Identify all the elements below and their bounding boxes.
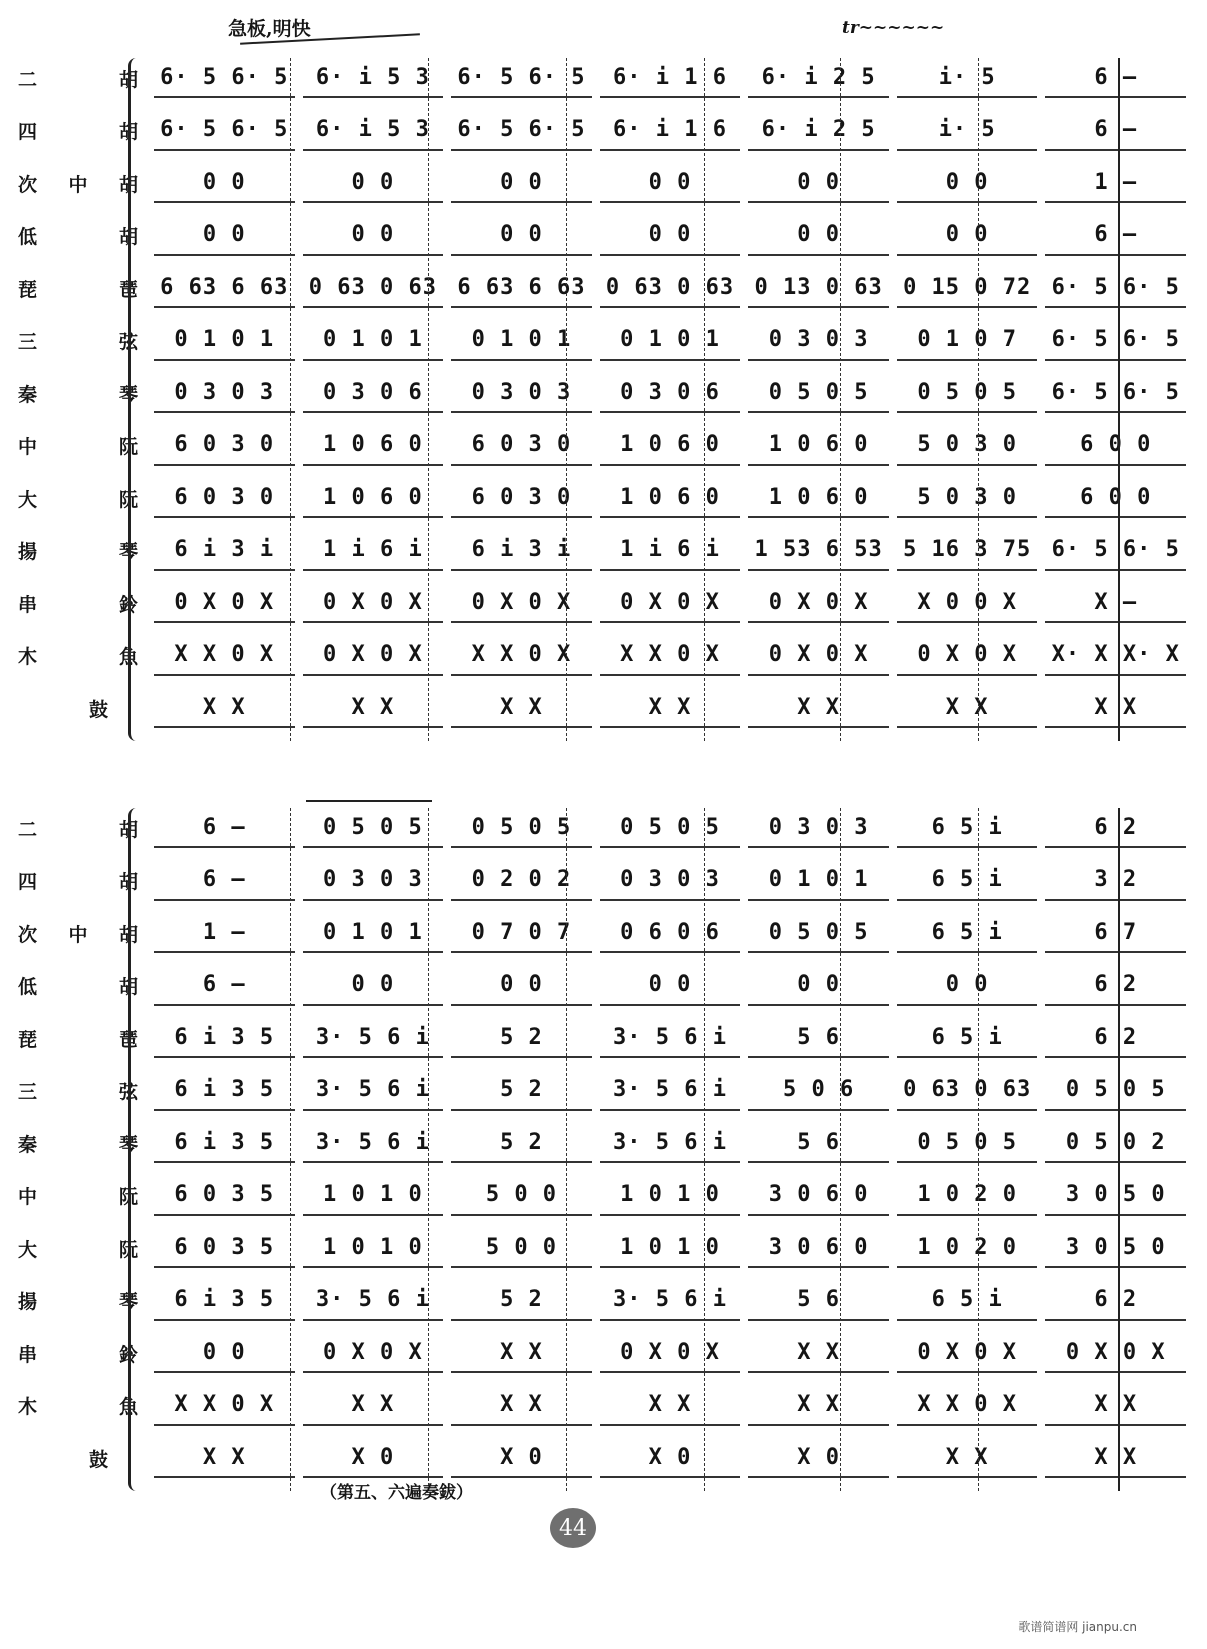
measure: 0 5 0 5 (748, 373, 889, 413)
instrument-row (0, 1123, 1207, 1163)
measure: 0 X 0 X (303, 583, 444, 623)
barline (566, 58, 567, 741)
measure: 0 1 0 1 (303, 913, 444, 953)
measure: X X (897, 688, 1038, 728)
instrument-row (0, 861, 1207, 901)
measure: 6· i 5 3 (303, 58, 444, 98)
measure: 0 1 0 1 (303, 321, 444, 361)
measure: 0 0 (303, 163, 444, 203)
measure: 0 63 0 63 (303, 268, 444, 308)
measure: 1 0 6 0 (748, 478, 889, 518)
measure: 0 15 0 72 (897, 268, 1038, 308)
crescendo-hairpin-2 (306, 800, 432, 802)
measure: 0 3 0 3 (154, 373, 295, 413)
measure: 0 5 0 5 (897, 373, 1038, 413)
instrument-row (0, 268, 1207, 308)
measure: 0 X 0 X (748, 583, 889, 623)
instrument-name: 中 阮 (18, 1186, 138, 1208)
measure: 1 0 6 0 (600, 478, 741, 518)
measure: 3 0 6 0 (748, 1228, 889, 1268)
measure: 0 0 (748, 163, 889, 203)
barline (290, 58, 291, 741)
instrument-row (0, 636, 1207, 676)
instrument-name: 琵 琶 (18, 278, 138, 301)
measure: 6 7 (1045, 913, 1186, 953)
measure: 6 2 (1045, 1018, 1186, 1058)
measure: 6· i 2 5 (748, 58, 889, 98)
barline (704, 808, 705, 1491)
instrument-row (0, 688, 1207, 728)
measure: 6 – (154, 861, 295, 901)
measure: 1 0 6 0 (303, 478, 444, 518)
measure: 5 0 6 (748, 1071, 889, 1111)
measure: 1 0 1 0 (600, 1176, 741, 1216)
measure: 0 0 (897, 966, 1038, 1006)
performance-note: （第五、六遍奏鈸） (320, 1483, 473, 1503)
measure: X 0 (303, 1438, 444, 1478)
measure: 1 – (154, 913, 295, 953)
measure: 6· 5 6· 5 (1045, 321, 1186, 361)
measure: 3· 5 6 i (303, 1071, 444, 1111)
measure: 6· 5 6· 5 (1045, 531, 1186, 571)
measure: 5 0 3 0 (897, 426, 1038, 466)
measure: 0 63 0 63 (897, 1071, 1038, 1111)
barline (840, 58, 841, 741)
measure: X X 0 X (600, 636, 741, 676)
page-number: 44 (550, 1508, 596, 1548)
measure: X X (451, 1386, 592, 1426)
instrument-name: 次 中 胡 (18, 923, 138, 946)
measure: 0 0 (748, 216, 889, 256)
measure: 1 0 1 0 (303, 1228, 444, 1268)
measure: 6· i 1 6 (600, 111, 741, 151)
instrument-row (0, 808, 1207, 848)
measure: X X (748, 1386, 889, 1426)
instrument-row (0, 1438, 1207, 1478)
instrument-name: 低 胡 (18, 976, 138, 998)
measure: 6 5 i (897, 1281, 1038, 1321)
instrument-row (0, 163, 1207, 203)
measure: 0 X 0 X (600, 1333, 741, 1373)
instrument-row (0, 1018, 1207, 1058)
measure: 6 i 3 i (451, 531, 592, 571)
measure: X X (451, 688, 592, 728)
measure: i· 5 (897, 58, 1038, 98)
measure: 0 2 0 2 (451, 861, 592, 901)
measure: X X (600, 1386, 741, 1426)
measure: 6 5 i (897, 1018, 1038, 1058)
measure: 1 0 6 0 (748, 426, 889, 466)
measure: 0 3 0 3 (600, 861, 741, 901)
measure: 6 63 6 63 (154, 268, 295, 308)
measure: 6 5 i (897, 913, 1038, 953)
measure: 6 5 i (897, 808, 1038, 848)
measure: 1 0 1 0 (303, 1176, 444, 1216)
measure: 6 2 (1045, 1281, 1186, 1321)
measure: 0 X 0 X (748, 636, 889, 676)
measure: 5 6 (748, 1123, 889, 1163)
measure: 6 – (1045, 216, 1186, 256)
measure: 6 – (154, 966, 295, 1006)
measure: 3· 5 6 i (600, 1071, 741, 1111)
measure: X X (303, 688, 444, 728)
measure: 0 X 0 X (303, 636, 444, 676)
measure: 6· 5 6· 5 (1045, 373, 1186, 413)
measure: 0 0 (303, 966, 444, 1006)
measure: 0 5 0 5 (303, 808, 444, 848)
barline (566, 808, 567, 1491)
instrument-name: 琵 琶 (18, 1028, 138, 1051)
measure: 0 3 0 3 (748, 808, 889, 848)
measure: 0 1 0 1 (600, 321, 741, 361)
measure: 0 5 0 2 (1045, 1123, 1186, 1163)
measure: 0 X 0 X (451, 583, 592, 623)
measure: 6· 5 6· 5 (451, 58, 592, 98)
measure: X X (1045, 1438, 1186, 1478)
measure: 6 i 3 5 (154, 1281, 295, 1321)
measure: X X 0 X (154, 1386, 295, 1426)
measure: 3 0 5 0 (1045, 1176, 1186, 1216)
measure: 5 0 3 0 (897, 478, 1038, 518)
measure: 6 0 3 0 (451, 478, 592, 518)
measure: 6 – (154, 808, 295, 848)
measure: 6 0 0 (1045, 426, 1186, 466)
instrument-row (0, 321, 1207, 361)
instrument-row (0, 216, 1207, 256)
measure: X X (303, 1386, 444, 1426)
measure: 1 0 6 0 (303, 426, 444, 466)
measure: 5 2 (451, 1281, 592, 1321)
instrument-row (0, 1281, 1207, 1321)
barline (840, 808, 841, 1491)
measure: 1 0 1 0 (600, 1228, 741, 1268)
instrument-name: 秦 琴 (18, 383, 138, 406)
measure: 3 0 6 0 (748, 1176, 889, 1216)
measure: 5 2 (451, 1071, 592, 1111)
instrument-row (0, 426, 1207, 466)
measure: 0 3 0 6 (600, 373, 741, 413)
measure: 0 0 (600, 966, 741, 1006)
measure: 0 0 (451, 216, 592, 256)
measure: X X (600, 688, 741, 728)
measure: 0 0 (154, 163, 295, 203)
measure: 5 0 0 (451, 1228, 592, 1268)
measure: 6 2 (1045, 808, 1186, 848)
measure: 6 2 (1045, 966, 1186, 1006)
measure: 5 2 (451, 1123, 592, 1163)
measure: 0 0 (600, 216, 741, 256)
measure: 3 2 (1045, 861, 1186, 901)
watermark: 歌谱简谱网 jianpu.cn (1018, 1620, 1137, 1634)
trill-marking: tr~~~~~~ (842, 18, 945, 38)
measure: 0 1 0 1 (154, 321, 295, 361)
measure: 0 0 (451, 966, 592, 1006)
measure: 6· 5 6· 5 (1045, 268, 1186, 308)
measure: 0 3 0 6 (303, 373, 444, 413)
measure: 6· 5 6· 5 (154, 111, 295, 151)
measure: X 0 (748, 1438, 889, 1478)
instrument-name: 中 阮 (18, 436, 138, 458)
instrument-name: 次 中 胡 (18, 173, 138, 196)
measure: 6· i 2 5 (748, 111, 889, 151)
measure: 0 0 (748, 966, 889, 1006)
barline (1118, 58, 1120, 741)
instrument-name: 鼓 (88, 1448, 108, 1471)
measure: 6 0 3 5 (154, 1176, 295, 1216)
measure: X 0 (600, 1438, 741, 1478)
instrument-name: 大 阮 (18, 488, 138, 511)
instrument-name: 四 胡 (18, 871, 138, 893)
measure: 0 1 0 7 (897, 321, 1038, 361)
measure: 5 16 3 75 (897, 531, 1038, 571)
instrument-name: 四 胡 (18, 121, 138, 143)
measure: 0 0 (451, 163, 592, 203)
measure: 0 3 0 3 (451, 373, 592, 413)
measure: 0 0 (154, 216, 295, 256)
instrument-row (0, 531, 1207, 571)
instrument-row (0, 1071, 1207, 1111)
instrument-name: 三 弦 (18, 331, 138, 353)
measure: 0 7 0 7 (451, 913, 592, 953)
measure: 0 0 (897, 163, 1038, 203)
measure: 6 0 0 (1045, 478, 1186, 518)
measure: 0 X 0 X (600, 583, 741, 623)
measure: X 0 0 X (897, 583, 1038, 623)
instrument-name: 串 鈴 (18, 1343, 138, 1366)
measure: X X 0 X (897, 1386, 1038, 1426)
instrument-row (0, 1333, 1207, 1373)
measure: 6 i 3 5 (154, 1018, 295, 1058)
instrument-name: 木 魚 (18, 646, 138, 668)
measure: 0 0 (154, 1333, 295, 1373)
instrument-name: 串 鈴 (18, 593, 138, 616)
measure: 0 0 (897, 216, 1038, 256)
system-brace (128, 808, 145, 1491)
measure: 0 5 0 5 (451, 808, 592, 848)
measure: X X (748, 1333, 889, 1373)
measure: 0 X 0 X (1045, 1333, 1186, 1373)
measure: 6 i 3 5 (154, 1071, 295, 1111)
instrument-name: 三 弦 (18, 1081, 138, 1103)
instrument-row (0, 478, 1207, 518)
measure: 0 5 0 5 (748, 913, 889, 953)
measure: 0 3 0 3 (748, 321, 889, 361)
barline (428, 808, 429, 1491)
measure: 0 X 0 X (897, 636, 1038, 676)
instrument-name: 二 胡 (18, 818, 138, 841)
measure: 1 0 2 0 (897, 1176, 1038, 1216)
instrument-name: 鼓 (88, 698, 108, 721)
measure: 0 3 0 3 (303, 861, 444, 901)
measure: X· X X· X (1045, 636, 1186, 676)
measure: X X (897, 1438, 1038, 1478)
measure: X X (154, 1438, 295, 1478)
measure: 5 6 (748, 1018, 889, 1058)
measure: 0 5 0 5 (600, 808, 741, 848)
measure: 0 X 0 X (897, 1333, 1038, 1373)
measure: 0 1 0 1 (748, 861, 889, 901)
measure: 6 – (1045, 111, 1186, 151)
measure: 6· i 1 6 (600, 58, 741, 98)
instrument-name: 木 魚 (18, 1396, 138, 1418)
measure: 0 63 0 63 (600, 268, 741, 308)
measure: 6 i 3 i (154, 531, 295, 571)
measure: 1 – (1045, 163, 1186, 203)
measure: X – (1045, 583, 1186, 623)
measure: 0 X 0 X (154, 583, 295, 623)
measure: 6 5 i (897, 861, 1038, 901)
measure: 0 5 0 5 (1045, 1071, 1186, 1111)
measure: 6 i 3 5 (154, 1123, 295, 1163)
instrument-row (0, 1386, 1207, 1426)
instrument-row (0, 1228, 1207, 1268)
instrument-name: 揚 琴 (18, 541, 138, 563)
measure: 1 53 6 53 (748, 531, 889, 571)
measure: X X (748, 688, 889, 728)
measure: 3· 5 6 i (303, 1281, 444, 1321)
measure: X X 0 X (154, 636, 295, 676)
measure: 5 6 (748, 1281, 889, 1321)
measure: 0 1 0 1 (451, 321, 592, 361)
instrument-name: 大 阮 (18, 1238, 138, 1261)
measure: 1 0 6 0 (600, 426, 741, 466)
barline (1118, 808, 1120, 1491)
instrument-row (0, 111, 1207, 151)
measure: i· 5 (897, 111, 1038, 151)
instrument-name: 低 胡 (18, 226, 138, 248)
measure: 0 X 0 X (303, 1333, 444, 1373)
measure: X X (1045, 688, 1186, 728)
measure: 6 63 6 63 (451, 268, 592, 308)
measure: 5 2 (451, 1018, 592, 1058)
measure: X X (451, 1333, 592, 1373)
measure: 3 0 5 0 (1045, 1228, 1186, 1268)
measure: 3· 5 6 i (600, 1281, 741, 1321)
measure: 6· i 5 3 (303, 111, 444, 151)
measure: 3· 5 6 i (303, 1018, 444, 1058)
measure: X X 0 X (451, 636, 592, 676)
measure: 0 5 0 5 (897, 1123, 1038, 1163)
measure: 3· 5 6 i (600, 1018, 741, 1058)
barline (978, 808, 979, 1491)
measure: X X (154, 688, 295, 728)
measure: 0 0 (303, 216, 444, 256)
barline (704, 58, 705, 741)
measure: 0 13 0 63 (748, 268, 889, 308)
instrument-row (0, 373, 1207, 413)
instrument-name: 秦 琴 (18, 1133, 138, 1156)
measure: 6· 5 6· 5 (451, 111, 592, 151)
barline (290, 808, 291, 1491)
measure: 6 0 3 5 (154, 1228, 295, 1268)
barline (978, 58, 979, 741)
measure: 1 i 6 i (303, 531, 444, 571)
instrument-row (0, 1176, 1207, 1216)
system-brace (128, 58, 145, 741)
instrument-row (0, 913, 1207, 953)
measure: X X (1045, 1386, 1186, 1426)
measure: 5 0 0 (451, 1176, 592, 1216)
instrument-name: 揚 琴 (18, 1291, 138, 1313)
measure: 6 – (1045, 58, 1186, 98)
measure: 6 0 3 0 (154, 478, 295, 518)
measure: 3· 5 6 i (303, 1123, 444, 1163)
measure: 0 0 (600, 163, 741, 203)
barline (428, 58, 429, 741)
tempo-marking: 急板,明快 (228, 18, 311, 40)
measure: 0 6 0 6 (600, 913, 741, 953)
measure: 3· 5 6 i (600, 1123, 741, 1163)
measure: X 0 (451, 1438, 592, 1478)
measure: 1 i 6 i (600, 531, 741, 571)
measure: 6· 5 6· 5 (154, 58, 295, 98)
instrument-name: 二 胡 (18, 68, 138, 91)
measure: 1 0 2 0 (897, 1228, 1038, 1268)
instrument-row (0, 966, 1207, 1006)
instrument-row (0, 58, 1207, 98)
measure: 6 0 3 0 (451, 426, 592, 466)
instrument-row (0, 583, 1207, 623)
measure: 6 0 3 0 (154, 426, 295, 466)
